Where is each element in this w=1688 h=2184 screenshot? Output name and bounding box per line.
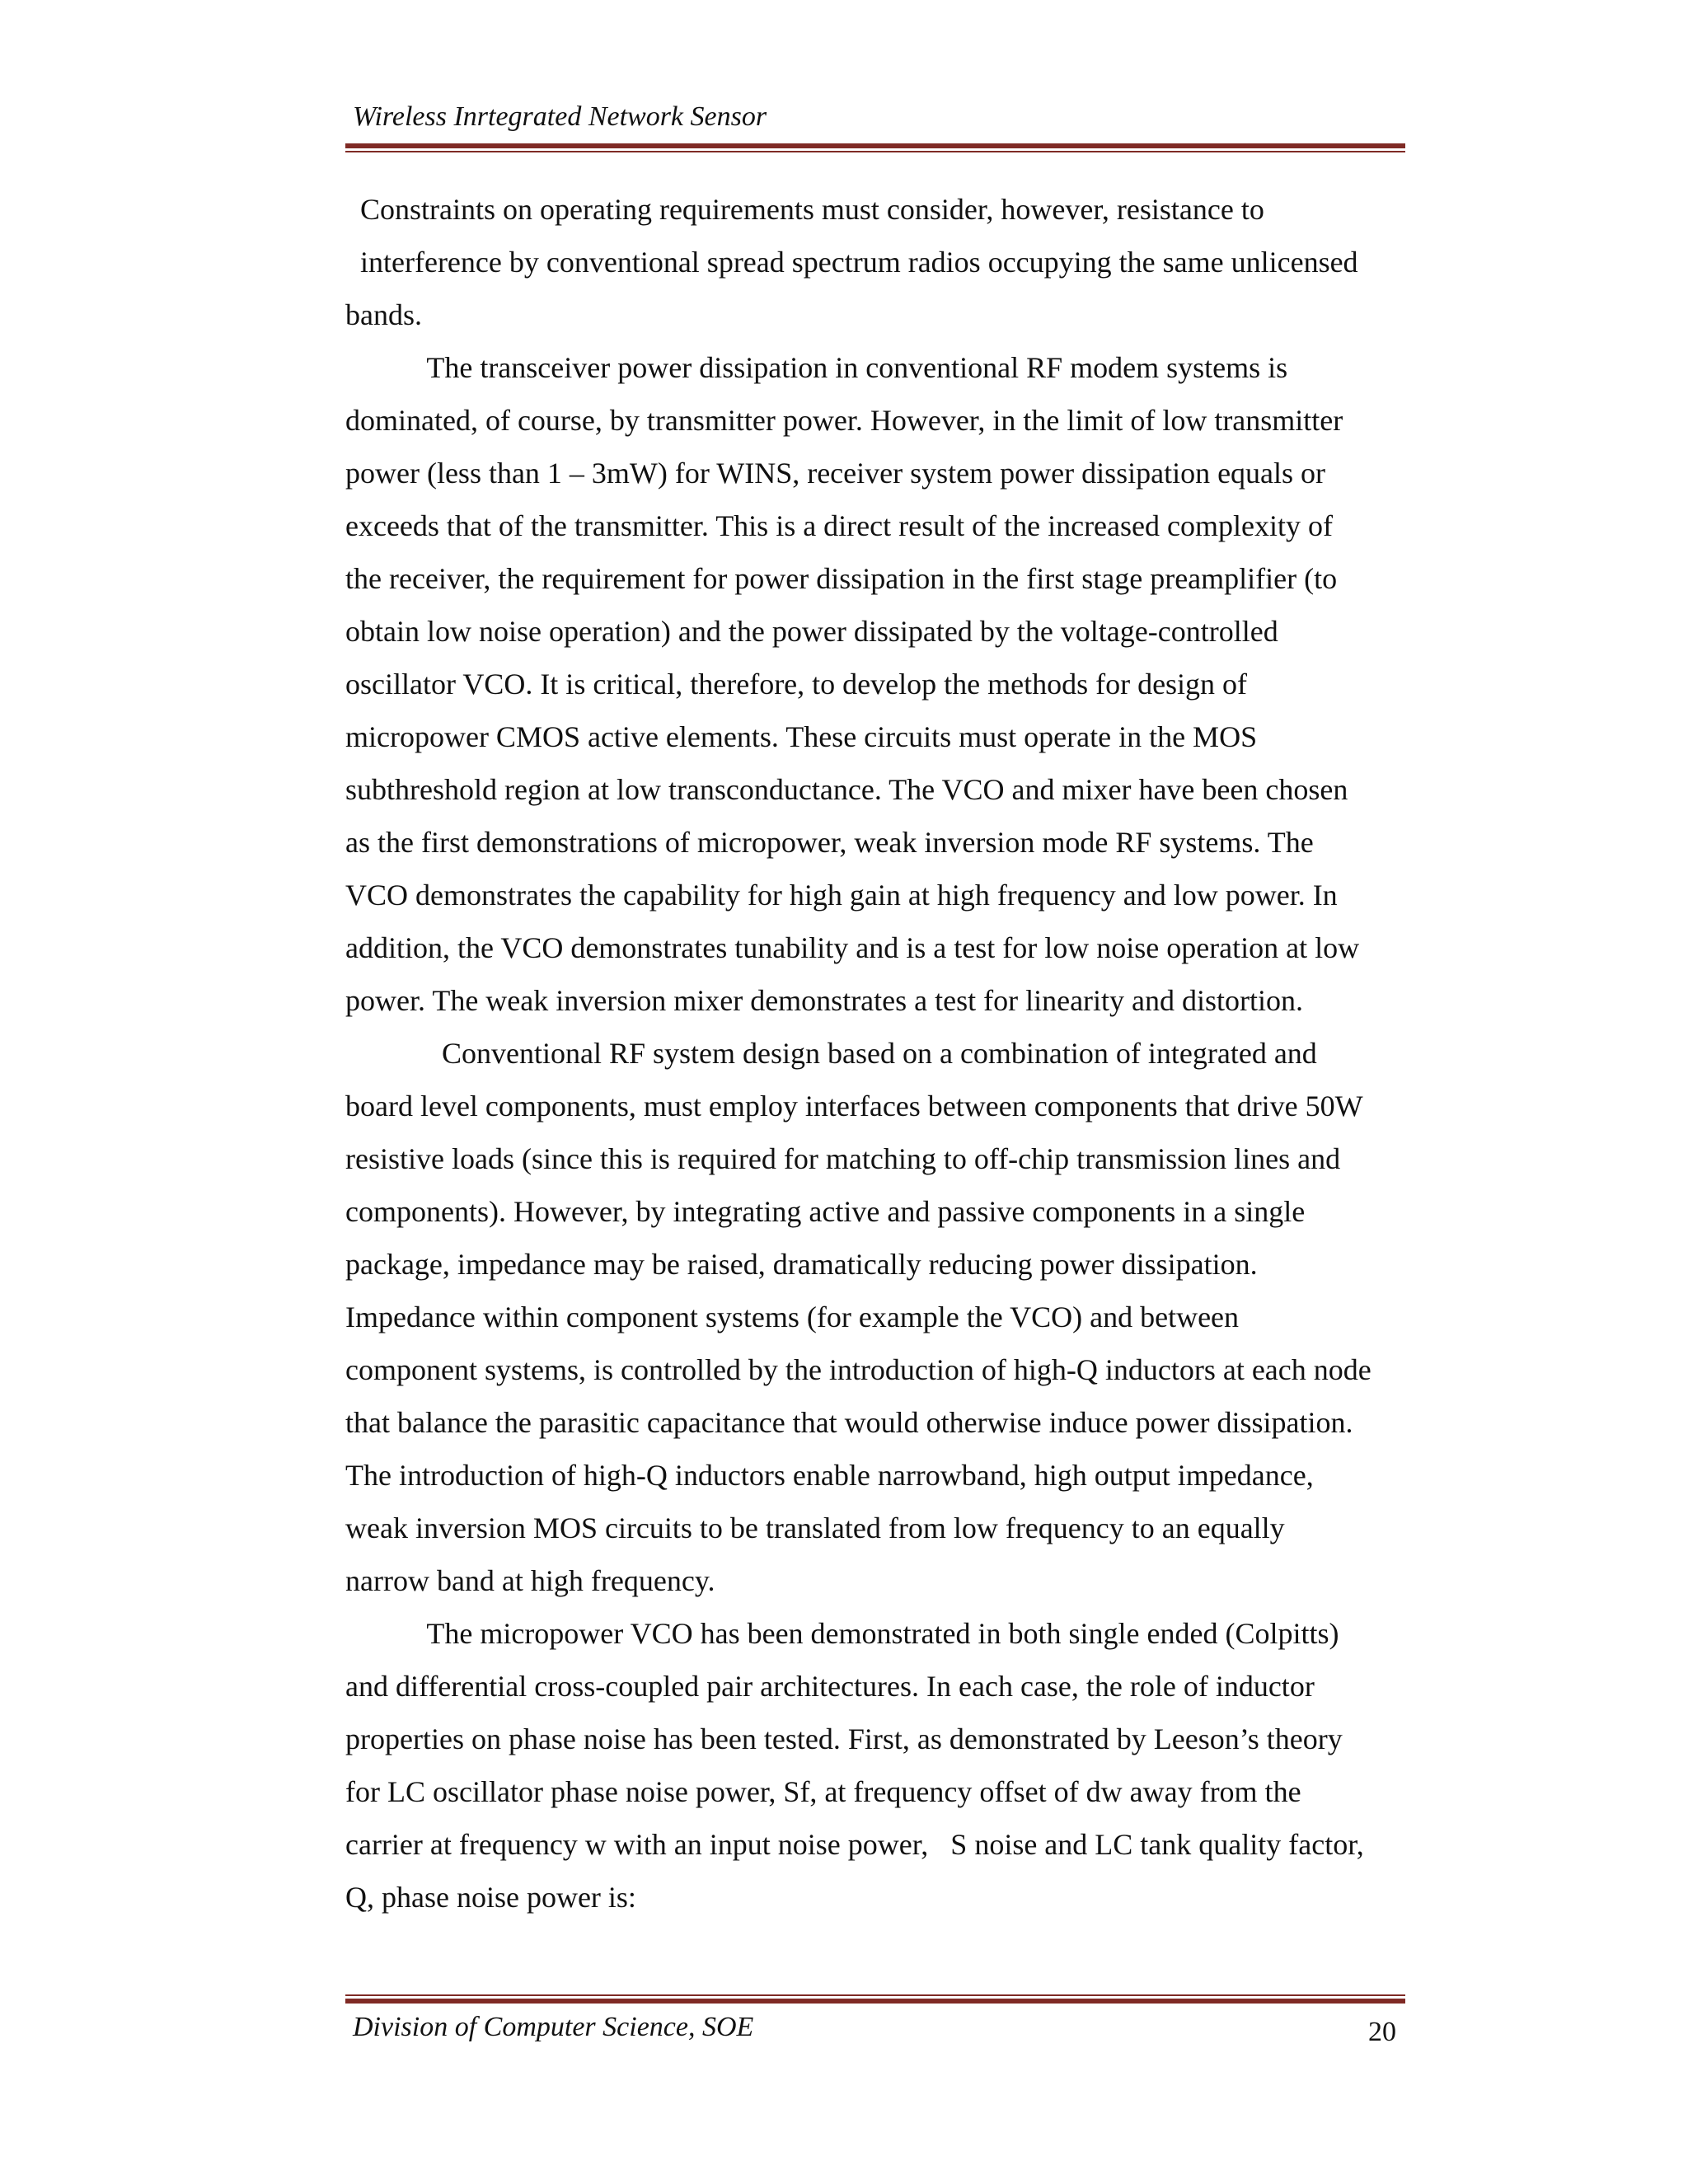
text-line: component systems, is controlled by the introduction of high-Q inductors at each node — [345, 1353, 1372, 1386]
running-footer: Division of Computer Science, SOE — [353, 2012, 754, 2042]
text-line: components). However, by integrating active and passive components in a single — [345, 1195, 1306, 1228]
text-line: dominated, of course, by transmitter power. However, in the limit of low transmitter — [345, 404, 1343, 437]
text-line: resistive loads (since this is required for matching to off-chip transmission lines and — [345, 1142, 1341, 1175]
running-header: Wireless Inrtegrated Network Sensor — [353, 101, 767, 132]
text-line: Constraints on operating requirements must consider, however, resistance to — [345, 193, 1264, 226]
text-line: subthreshold region at low transconductance. The VCO and mixer have been chosen — [345, 773, 1348, 806]
text-line: properties on phase noise has been tested. First, as demonstrated by Leeson’s theory — [345, 1722, 1343, 1755]
text-line: micropower CMOS active elements. These circuits must operate in the MOS — [345, 720, 1258, 753]
text-line: Q, phase noise power is: — [345, 1881, 636, 1914]
text-line: carrier at frequency w with an input noise power, S noise and LC tank quality factor, — [345, 1828, 1364, 1861]
text-line: obtain low noise operation) and the power dissipated by the voltage-controlled — [345, 615, 1278, 648]
text-line: addition, the VCO demonstrates tunability and is a test for low noise operation at low — [345, 931, 1360, 964]
text-line: the receiver, the requirement for power dissipation in the first stage preamplifier (to — [345, 562, 1338, 595]
text-line: The micropower VCO has been demonstrated in both single ended (Colpitts) — [345, 1617, 1339, 1650]
text-line: Conventional RF system design based on a combination of integrated and — [345, 1037, 1317, 1070]
text-line: package, impedance may be raised, dramatically reducing power dissipation. — [345, 1248, 1258, 1281]
page-body — [345, 183, 1417, 1924]
page-number: 20 — [1368, 2017, 1396, 2047]
text-line: and differential cross-coupled pair architectures. In each case, the role of inductor — [345, 1670, 1315, 1703]
text-line: as the first demonstrations of micropower, weak inversion mode RF systems. The — [345, 826, 1314, 859]
text-line: oscillator VCO. It is critical, therefore, to develop the methods for design of — [345, 668, 1248, 701]
header-divider — [345, 143, 1405, 152]
footer-divider — [345, 1994, 1405, 2004]
text-line: power. The weak inversion mixer demonstrates a test for linearity and distortion. — [345, 984, 1304, 1017]
text-line: The introduction of high-Q inductors enable narrowband, high output impedance, — [345, 1459, 1314, 1492]
text-line: narrow band at high frequency. — [345, 1564, 715, 1597]
text-line: exceeds that of the transmitter. This is a direct result of the increased complexity of — [345, 509, 1333, 542]
text-line: for LC oscillator phase noise power, Sf, at frequency offset of dw away from the — [345, 1775, 1301, 1808]
text-line: board level components, must employ interfaces between components that drive 50W — [345, 1090, 1363, 1122]
text-line: bands. — [345, 298, 422, 331]
text-line: The transceiver power dissipation in conventional RF modem systems is — [345, 351, 1288, 384]
text-line: Impedance within component systems (for example the VCO) and between — [345, 1301, 1240, 1333]
text-line: that balance the parasitic capacitance that would otherwise induce power dissipation. — [345, 1406, 1353, 1439]
text-line: interference by conventional spread spectrum radios occupying the same unlicensed — [345, 246, 1358, 279]
text-line: power (less than 1 – 3mW) for WINS, receiver system power dissipation equals or — [345, 457, 1326, 490]
text-line: weak inversion MOS circuits to be translated from low frequency to an equally — [345, 1511, 1285, 1544]
text-line: VCO demonstrates the capability for high gain at high frequency and low power. In — [345, 879, 1338, 912]
